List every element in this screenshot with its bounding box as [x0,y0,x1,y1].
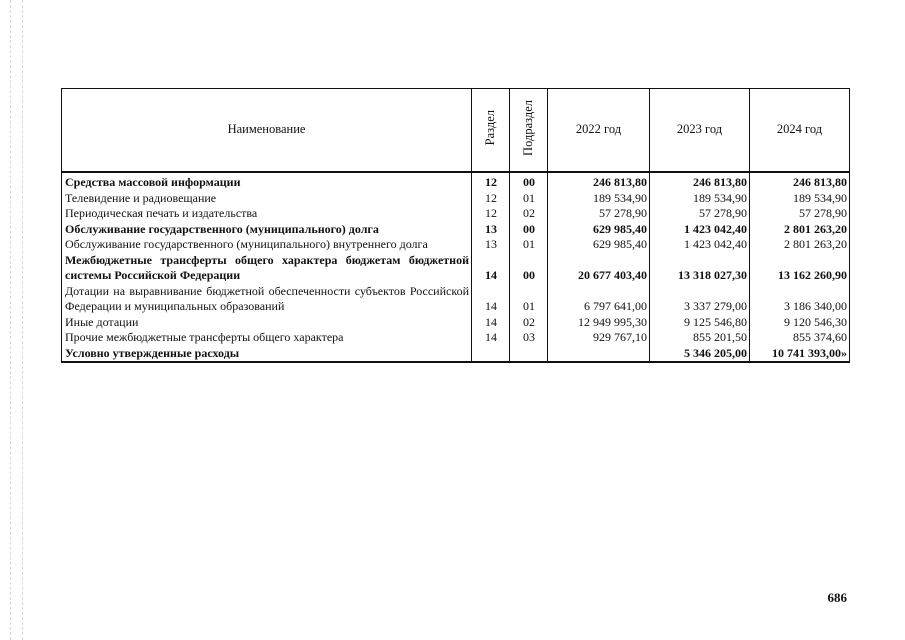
row-section: 12 [472,172,510,191]
row-value-2024: 246 813,80 [750,172,850,191]
row-subsection: 00 [510,253,548,284]
table-row [62,222,850,238]
row-value-2024: 189 534,90 [750,191,850,207]
table-row [62,315,850,331]
scan-edge-left [10,0,11,640]
row-subsection: 00 [510,222,548,238]
row-name: Обслуживание государственного (муниципального) внутреннего долга [62,237,472,253]
row-value-2022: 20 677 403,40 [548,253,650,284]
row-value-2022: 246 813,80 [548,172,650,191]
table-header-row [62,89,850,173]
header-name: Наименование [62,89,472,173]
row-section: 13 [472,222,510,238]
row-value-2023: 246 813,80 [650,172,750,191]
row-section: 12 [472,191,510,207]
row-subsection: 01 [510,191,548,207]
row-section: 14 [472,315,510,331]
row-value-2023: 57 278,90 [650,206,750,222]
row-subsection: 02 [510,206,548,222]
row-name: Дотации на выравнивание бюджетной обеспеченности субъектов Российской Федерации и муниципальных образований [62,284,472,315]
row-value-2024: 2 801 263,20 [750,237,850,253]
header-subsection-label: Подраздел [520,99,535,156]
row-value-2023: 1 423 042,40 [650,222,750,238]
scan-edge-left-inner [22,0,23,640]
row-value-2023: 9 125 546,80 [650,315,750,331]
row-name: Средства массовой информации [62,172,472,191]
row-value-2024: 10 741 393,00» [750,346,850,363]
row-section: 13 [472,237,510,253]
header-subsection [510,89,548,173]
row-name: Межбюджетные трансферты общего характера бюджетам бюджетной системы Российской Федерации [62,253,472,284]
row-section [472,346,510,363]
row-value-2022: 629 985,40 [548,237,650,253]
table-row [62,253,850,284]
row-value-2022: 57 278,90 [548,206,650,222]
row-section: 14 [472,253,510,284]
table-row [62,346,850,363]
row-name: Обслуживание государственного (муниципального) долга [62,222,472,238]
row-value-2022 [548,346,650,363]
row-value-2024: 855 374,60 [750,330,850,346]
row-subsection: 01 [510,237,548,253]
header-section-label: Раздел [482,110,497,146]
row-name: Иные дотации [62,315,472,331]
row-section: 14 [472,284,510,315]
row-name: Периодическая печать и издательства [62,206,472,222]
header-2022: 2022 год [548,89,650,173]
row-value-2024: 9 120 546,30 [750,315,850,331]
table-row [62,206,850,222]
row-section: 14 [472,330,510,346]
row-value-2023: 189 534,90 [650,191,750,207]
row-value-2024: 3 186 340,00 [750,284,850,315]
table-row [62,237,850,253]
row-value-2023: 5 346 205,00 [650,346,750,363]
row-value-2023: 13 318 027,30 [650,253,750,284]
row-subsection: 03 [510,330,548,346]
row-value-2023: 855 201,50 [650,330,750,346]
row-subsection: 00 [510,172,548,191]
row-subsection: 01 [510,284,548,315]
table-row [62,330,850,346]
row-value-2022: 12 949 995,30 [548,315,650,331]
budget-table-container [61,88,849,363]
row-value-2023: 3 337 279,00 [650,284,750,315]
table-row [62,191,850,207]
row-value-2024: 13 162 260,90 [750,253,850,284]
row-value-2022: 929 767,10 [548,330,650,346]
row-value-2022: 629 985,40 [548,222,650,238]
table-row [62,172,850,191]
row-name: Прочие межбюджетные трансферты общего характера [62,330,472,346]
header-2024: 2024 год [750,89,850,173]
table-body [62,172,850,362]
table-row [62,284,850,315]
row-section: 12 [472,206,510,222]
row-value-2023: 1 423 042,40 [650,237,750,253]
row-name: Условно утвержденные расходы [62,346,472,363]
row-subsection [510,346,548,363]
header-section [472,89,510,173]
row-value-2022: 189 534,90 [548,191,650,207]
page-number: 686 [827,590,847,605]
row-name: Телевидение и радиовещание [62,191,472,207]
row-value-2024: 2 801 263,20 [750,222,850,238]
row-value-2024: 57 278,90 [750,206,850,222]
row-subsection: 02 [510,315,548,331]
row-value-2022: 6 797 641,00 [548,284,650,315]
header-2023: 2023 год [650,89,750,173]
budget-table [61,88,850,363]
